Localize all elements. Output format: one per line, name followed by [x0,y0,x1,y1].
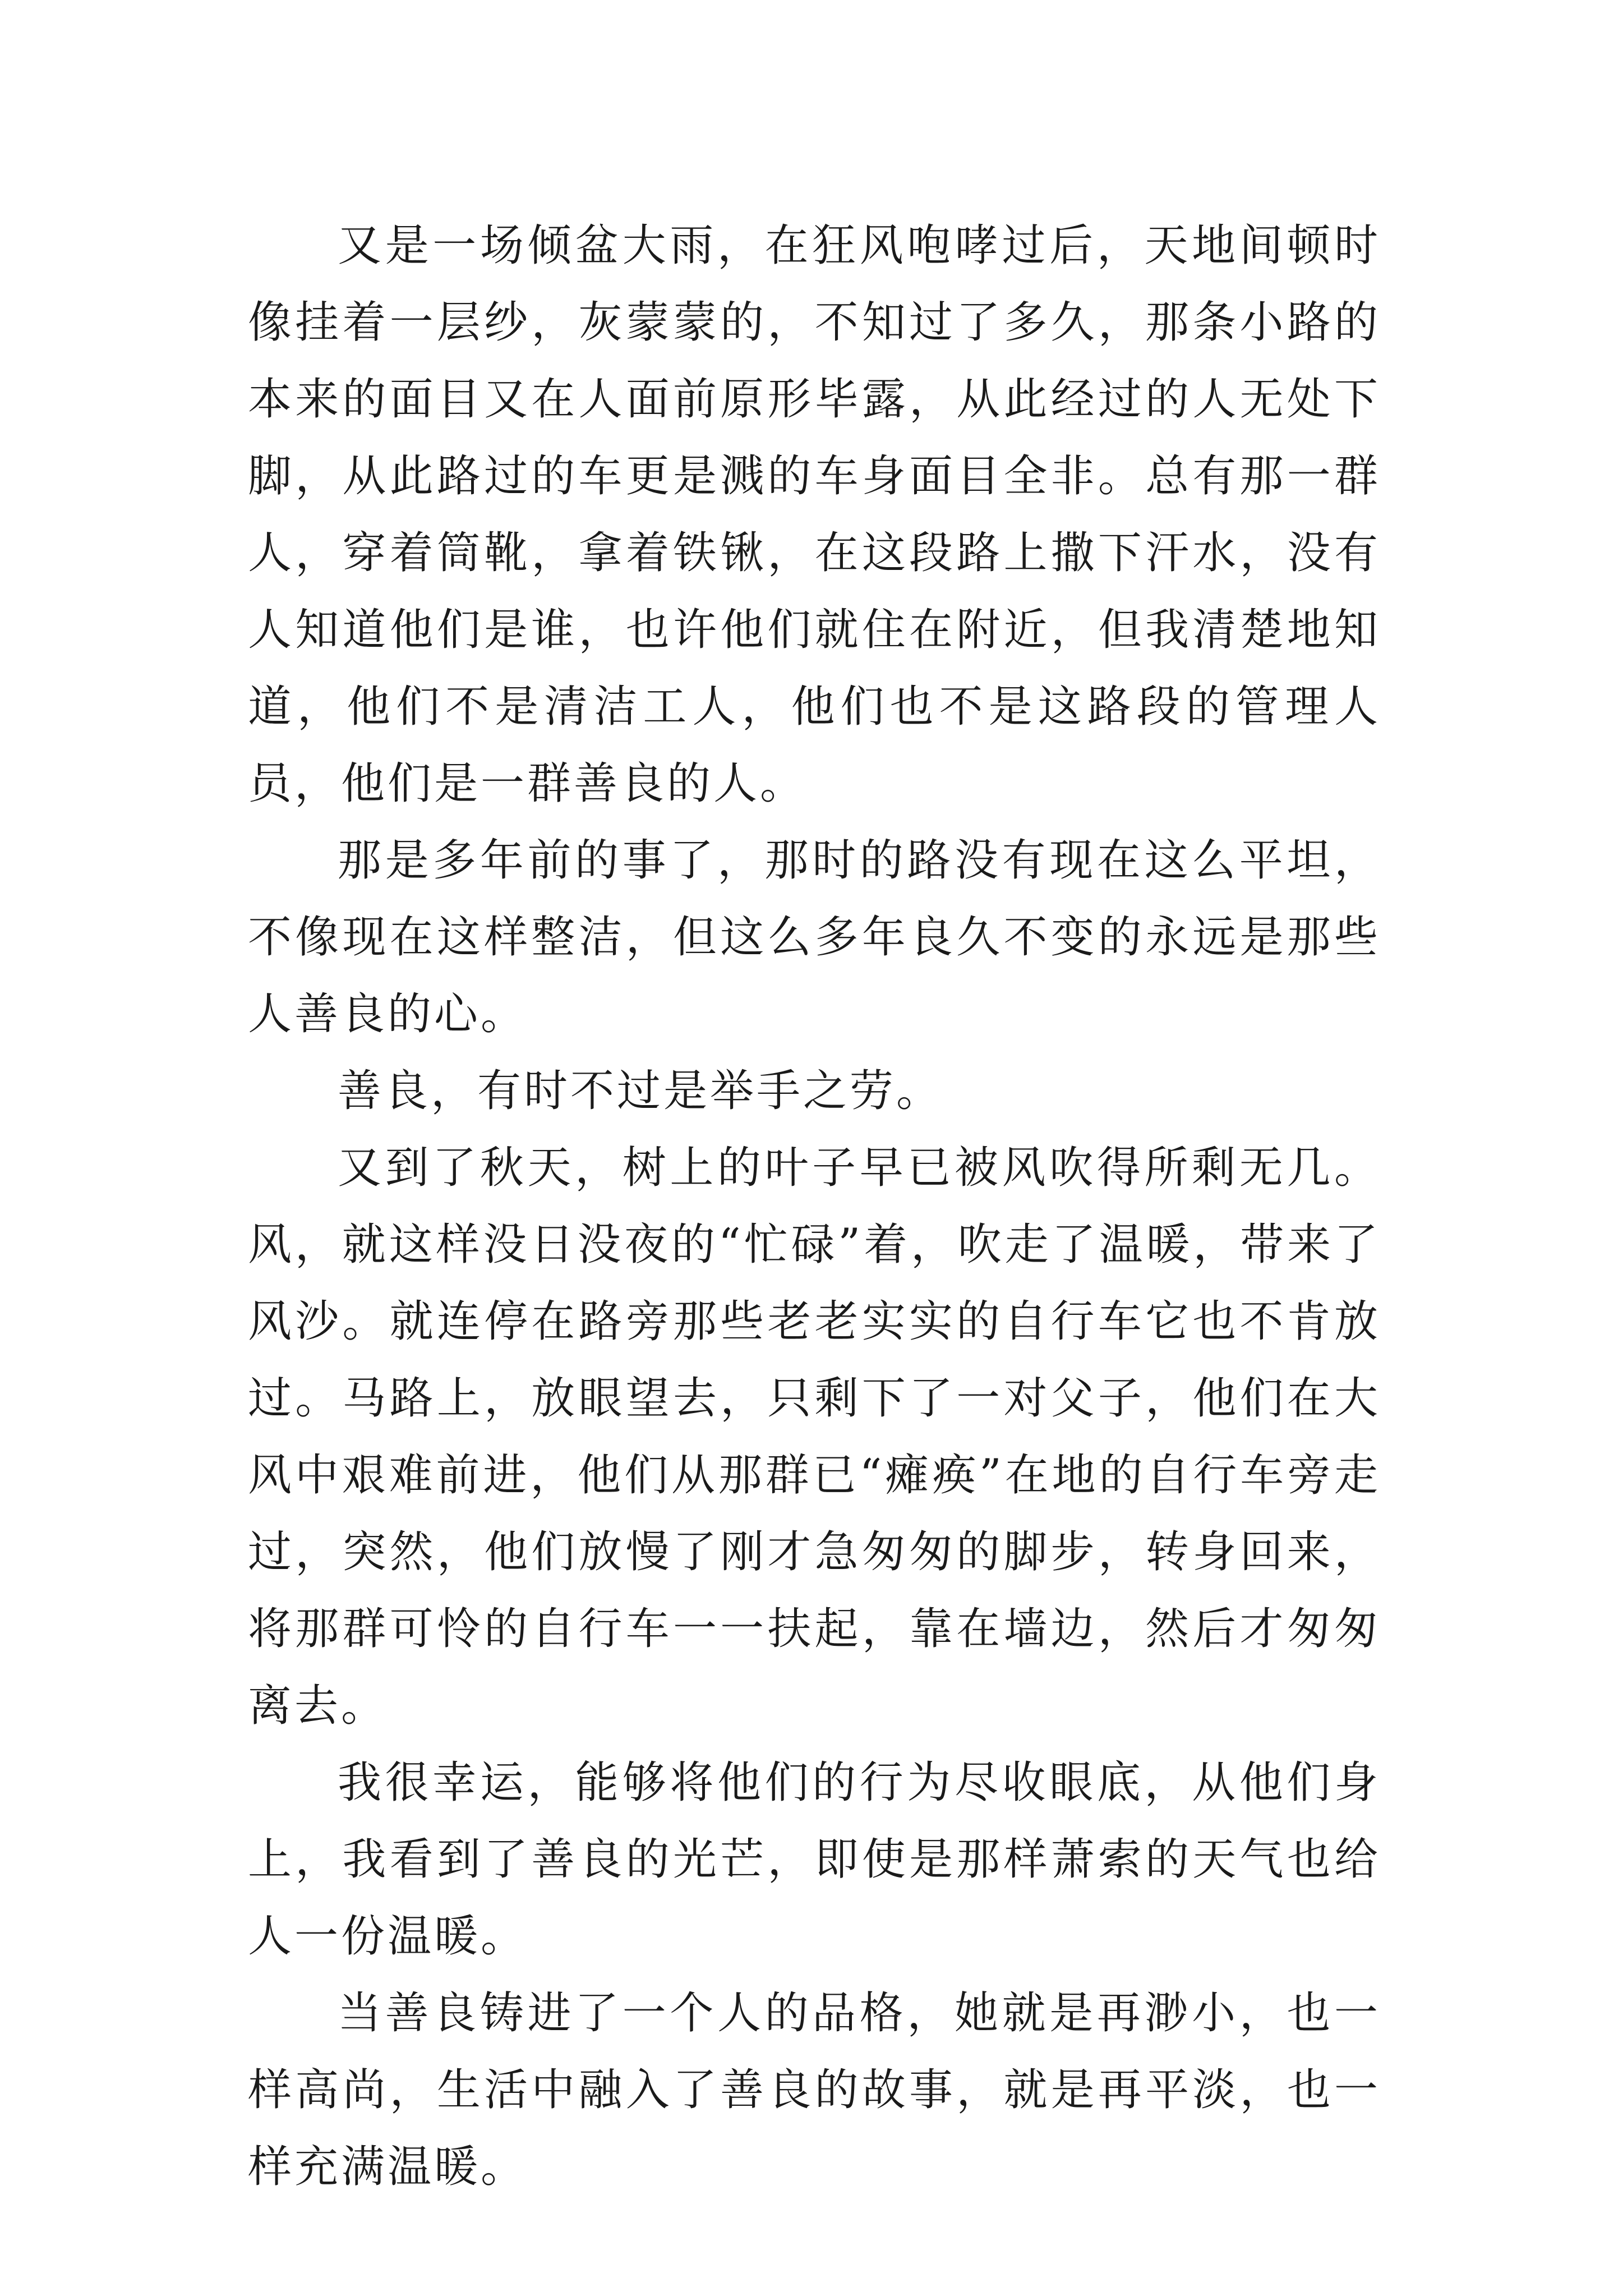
paragraph-4: 又到了秋天，树上的叶子早已被风吹得所剩无几。风，就这样没日没夜的“忙碌”着，吹走了温暖，带来了风沙。就连停在路旁那些老老实实的自行车它也不肯放过。马路上，放眼望去，只剩下了一对父子，他们在大风中艰难前进，他们从那群已“瘫痪”在地的自行车旁走过，突然，他们放慢了刚才急匆匆的脚步，转身回来，将那群可怜的自行车一一扶起，靠在墙边，然后才匆匆离去。 [248,1143,1381,1731]
paragraph-2: 那是多年前的事了，那时的路没有现在这么平坦，不像现在这样整洁，但这么多年良久不变的永远是那些人善良的心。 [248,835,1381,1039]
paragraph-1: 又是一场倾盆大雨，在狂风咆哮过后，天地间顿时像挂着一层纱，灰蒙蒙的，不知过了多久，那条小路的本来的面目又在人面前原形毕露，从此经过的人无处下脚，从此路过的车更是溅的车身面目全非。总有那一群人，穿着筒靴，拿着铁锹，在这段路上撒下汗水，没有人知道他们是谁，也许他们就住在附近，但我清楚地知道，他们不是清洁工人，他们也不是这路段的管理人员，他们是一群善良的人。 [248,220,1381,809]
paragraph-6: 当善良铸进了一个人的品格，她就是再渺小，也一样高尚，生活中融入了善良的故事，就是再平淡，也一样充满温暖。 [248,1988,1381,2192]
document-body [248,208,1381,2206]
paragraph-5: 我很幸运，能够将他们的行为尽收眼底，从他们身上，我看到了善良的光芒，即使是那样萧索的天气也给人一份温暖。 [248,1757,1381,1962]
paragraph-3: 善良，有时不过是举手之劳。 [338,1066,943,1116]
